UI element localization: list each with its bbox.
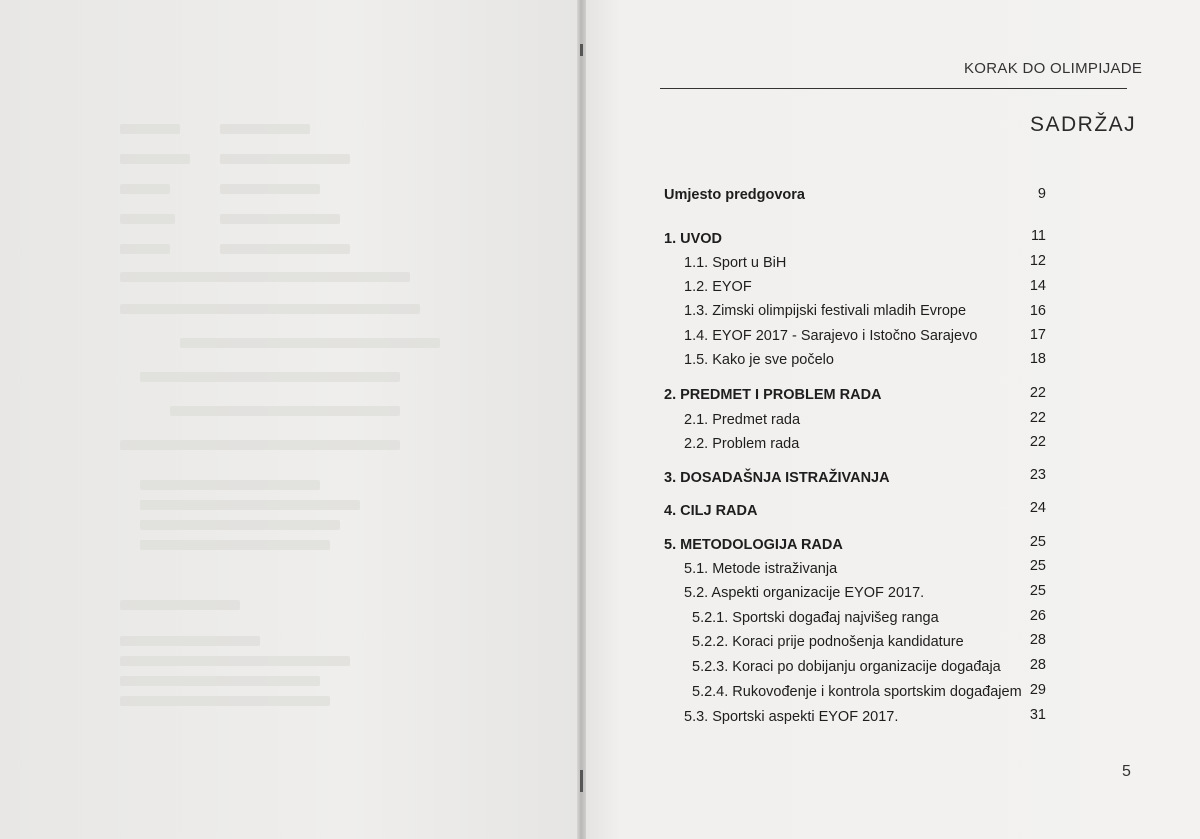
toc-page-number: 11 (1030, 228, 1046, 244)
toc-page-number: 14 (1029, 278, 1046, 294)
toc-entry: 5.2.3. Koraci po dobijanju organizacije događaja (692, 659, 1001, 675)
toc-entry: 5.2.2. Koraci prije podnošenja kandidature (692, 634, 964, 650)
toc-entry: 1.5. Kako je sve počelo (684, 352, 834, 368)
toc-page-number: 26 (1029, 608, 1046, 624)
toc-page-number: 28 (1029, 632, 1046, 648)
toc-page-number: 12 (1029, 253, 1046, 269)
toc-entry: 5.2.4. Rukovođenje i kontrola sportskim događajem (692, 684, 1022, 700)
toc-page-number: 22 (1029, 434, 1046, 450)
toc-entry: 1.2. EYOF (684, 279, 752, 295)
toc-entry: 1.3. Zimski olimpijski festivali mladih Evrope (684, 303, 967, 319)
toc-entry: 5.2.1. Sportski događaj najvišeg ranga (692, 610, 939, 626)
toc-entry: 4. CILJ RADA (664, 503, 758, 519)
toc-entry: 3. DOSADAŠNJA ISTRAŽIVANJA (664, 470, 890, 486)
toc-entry: 2.1. Predmet rada (684, 412, 801, 428)
toc-entry: 1.4. EYOF 2017 - Sarajevo i Istočno Sarajevo (684, 328, 978, 344)
toc-entry: 5.2. Aspekti organizacije EYOF 2017. (684, 585, 925, 601)
toc-page-number: 17 (1029, 327, 1046, 343)
toc-page-number: 22 (1029, 385, 1046, 401)
toc-page-number: 23 (1029, 467, 1046, 483)
running-head: KORAK DO OLIMPIJADE (964, 60, 1143, 77)
toc-page-number: 25 (1029, 583, 1046, 599)
toc-page-number: 25 (1029, 534, 1046, 550)
toc-entry: 5.1. Metode istraživanja (684, 561, 838, 577)
toc-entry: 2. PREDMET I PROBLEM RADA (664, 387, 882, 403)
toc-page-number: 18 (1029, 351, 1046, 367)
toc-page-number: 31 (1029, 707, 1046, 723)
toc-page-number: 25 (1029, 558, 1046, 574)
toc-page-number: 22 (1029, 410, 1046, 426)
toc-page-number: 16 (1029, 303, 1046, 319)
toc-page-number: 28 (1029, 657, 1046, 673)
toc-title: SADRŽAJ (1030, 113, 1137, 136)
toc-entry: 1.1. Sport u BiH (684, 255, 787, 271)
toc-page-number: 29 (1029, 682, 1046, 698)
toc-entry: 1. UVOD (664, 231, 723, 247)
toc-entry: 5. METODOLOGIJA RADA (664, 537, 843, 553)
toc-entry: Umjesto predgovora (664, 187, 805, 203)
toc-entry: 5.3. Sportski aspekti EYOF 2017. (684, 709, 899, 725)
toc-entry: 2.2. Problem rada (684, 436, 800, 452)
toc-page-number: 24 (1029, 500, 1046, 516)
page-number: 5 (1122, 763, 1131, 780)
toc-page-number: 9 (1037, 186, 1046, 202)
